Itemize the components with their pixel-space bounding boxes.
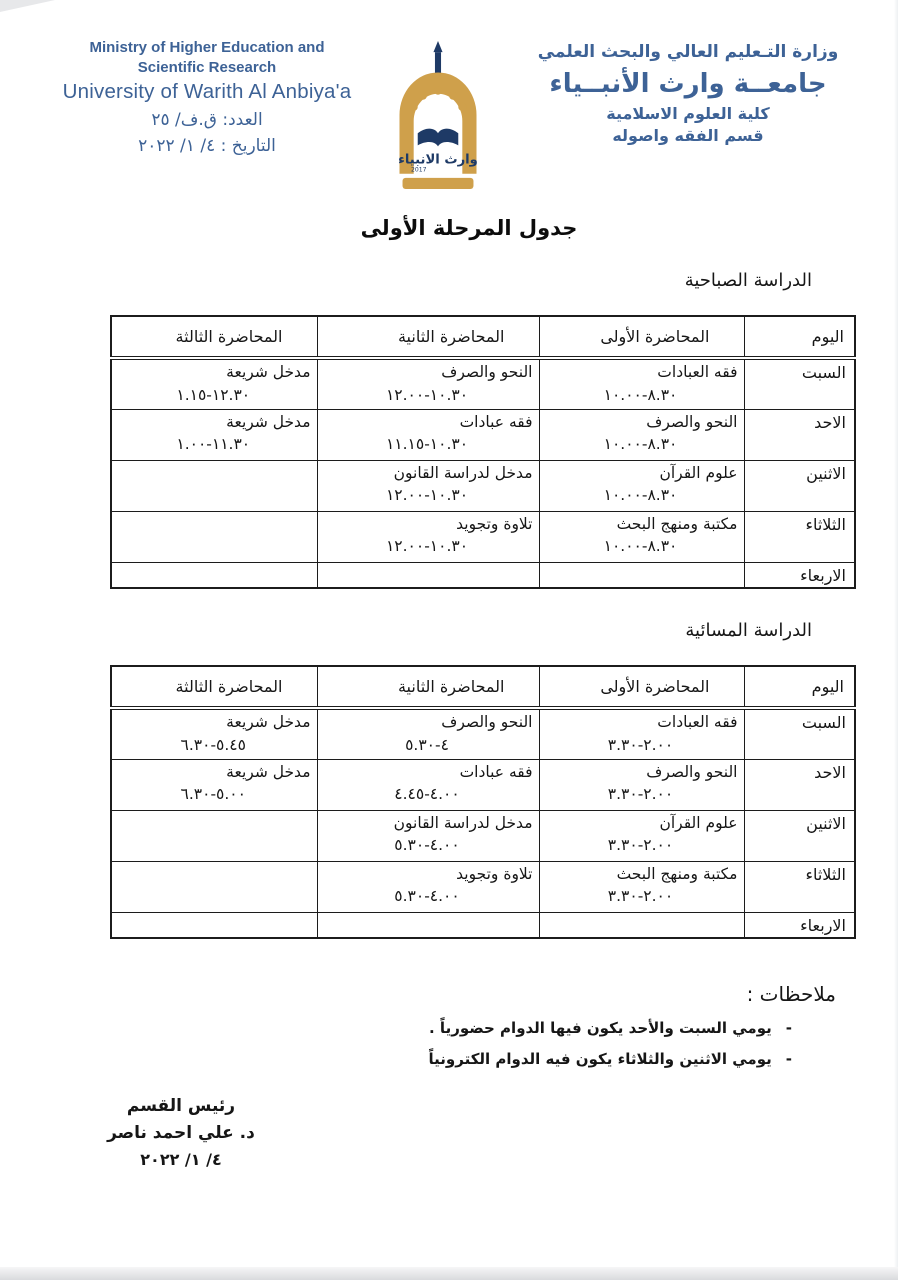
table-row — [111, 358, 855, 409]
column-header: المحاضرة الثالثة — [111, 316, 317, 358]
signature-date: ٤/ ١/ ٢٠٢٢ — [140, 1150, 222, 1169]
photo-bottom-shadow — [0, 1267, 898, 1280]
day-cell: الثلاثاء — [744, 511, 855, 562]
lecture-time: ٨.٣٠-١٠.٠٠ — [603, 486, 678, 505]
ministry-line-2: Scientific Research — [137, 58, 277, 76]
university-logo — [372, 40, 504, 196]
lecture-cell — [111, 912, 317, 938]
subject-name: علوم القرآن — [659, 463, 738, 482]
evening-schedule-table — [110, 665, 856, 939]
university-logo-icon — [372, 40, 504, 192]
day-cell: الثلاثاء — [744, 861, 855, 912]
lecture-time: ٤-٥.٣٠ — [405, 735, 449, 754]
subject-name: فقه عبادات — [459, 412, 533, 431]
column-header: المحاضرة الثالثة — [111, 666, 317, 708]
lecture-cell — [539, 861, 744, 912]
lecture-time: ١٠.٣٠-١٢.٠٠ — [385, 537, 469, 556]
lecture-cell — [317, 409, 539, 460]
lecture-cell — [539, 708, 744, 759]
subject-name: النحو والصرف — [646, 762, 738, 781]
lecture-cell — [111, 409, 317, 460]
table-row — [111, 861, 855, 912]
lecture-time: ١٠.٣٠-١٢.٠٠ — [385, 385, 469, 404]
lecture-time: ٤.٠٠-٥.٣٠ — [394, 836, 460, 855]
letterhead-arabic-block — [518, 38, 858, 145]
dash-bullet-icon: - — [785, 1050, 792, 1068]
table-row — [111, 912, 855, 938]
university-name-arabic: جامعــة وارث الأنبــياء — [549, 69, 827, 99]
lecture-cell — [111, 708, 317, 759]
note-item — [136, 1050, 792, 1068]
lecture-cell — [111, 861, 317, 912]
lecture-cell — [317, 861, 539, 912]
subject-name: فقه عبادات — [459, 762, 533, 781]
day-cell: الاحد — [744, 759, 855, 810]
subject-name: فقه العبادات — [657, 713, 738, 731]
day-cell: السبت — [744, 358, 855, 409]
issue-number: العدد: ق.ف/ ٢٥ — [151, 110, 263, 130]
lecture-time: ٨.٣٠-١٠.٠٠ — [603, 435, 678, 454]
logo-book-icon — [418, 129, 459, 147]
lecture-cell — [111, 460, 317, 511]
table-row — [111, 708, 855, 759]
lecture-time: ١٠.٣٠-١٢.٠٠ — [385, 486, 469, 505]
ministry-name-english — [52, 38, 362, 77]
lecture-cell — [317, 511, 539, 562]
photo-corner-shadow — [0, 0, 55, 12]
notes-heading: ملاحظات : — [746, 982, 836, 1006]
lecture-cell — [317, 912, 539, 938]
morning-schedule-table — [110, 315, 856, 589]
lecture-time: ٥.٠٠-٦.٣٠ — [180, 785, 246, 804]
lecture-cell — [317, 708, 539, 759]
lecture-cell — [111, 810, 317, 861]
letterhead-english-block — [52, 38, 362, 156]
table-row — [111, 409, 855, 460]
subject-name: مدخل شريعة — [226, 713, 311, 731]
lecture-cell — [111, 511, 317, 562]
lecture-time: ٢.٠٠-٣.٣٠ — [607, 887, 674, 906]
lecture-time: ٢.٠٠-٣.٣٠ — [607, 735, 674, 754]
university-name-english: University of Warith Al Anbiya'a — [62, 80, 352, 103]
lecture-cell — [317, 759, 539, 810]
lecture-cell — [111, 759, 317, 810]
day-cell: الاثنين — [744, 460, 855, 511]
lecture-cell — [317, 562, 539, 588]
morning-section — [112, 270, 856, 589]
lecture-cell — [317, 810, 539, 861]
subject-name: مدخل شريعة — [226, 412, 311, 431]
lecture-time: ٤.٠٠-٥.٣٠ — [394, 887, 460, 906]
lecture-cell — [539, 912, 744, 938]
lecture-cell — [539, 511, 744, 562]
lecture-time: ١٢.٣٠-١.١٥ — [176, 385, 251, 404]
note-text: يومي السبت والأحد يكون فيها الدوام حضورياً . — [429, 1019, 772, 1037]
lecture-cell — [539, 759, 744, 810]
lecture-time: ٨.٣٠-١٠.٠٠ — [603, 385, 678, 404]
evening-section — [112, 620, 856, 939]
note-text: يومي الاثنين والثلاثاء يكون فيه الدوام الكترونياً — [428, 1050, 772, 1068]
lecture-cell — [111, 358, 317, 409]
subject-name: مدخل لدراسة القانون — [393, 463, 533, 482]
dash-bullet-icon: - — [785, 1019, 792, 1037]
table-row — [111, 460, 855, 511]
signature-block — [92, 1096, 270, 1169]
lecture-time: ١١.٣٠-١.٠٠ — [176, 435, 251, 454]
signer-name: د. علي احمد ناصر — [107, 1123, 255, 1143]
logo-year: 2017 — [411, 166, 427, 174]
subject-name: مكتبة ومنهج البحث — [616, 864, 738, 883]
logo-calligraphy: وارث الانبياء — [398, 152, 478, 168]
lecture-time: ٢.٠٠-٣.٣٠ — [607, 785, 674, 804]
lecture-time: ١٠.٣٠-١١.١٥ — [385, 435, 469, 454]
subject-name: فقه العبادات — [657, 363, 738, 381]
day-cell: السبت — [744, 708, 855, 759]
subject-name: تلاوة وتجويد — [456, 514, 533, 533]
day-cell: الاحد — [744, 409, 855, 460]
subject-name: تلاوة وتجويد — [456, 864, 533, 883]
department-name-arabic: قسم الفقه واصوله — [612, 126, 764, 145]
lecture-cell — [111, 562, 317, 588]
subject-name: النحو والصرف — [441, 363, 533, 381]
issue-date: التاريخ : ٤/ ١/ ٢٠٢٢ — [138, 136, 276, 156]
column-header: المحاضرة الثانية — [317, 316, 539, 358]
lecture-time: ٢.٠٠-٣.٣٠ — [607, 836, 674, 855]
lecture-time: ٨.٣٠-١٠.٠٠ — [603, 537, 678, 556]
morning-section-heading: الدراسة الصباحية — [684, 270, 812, 291]
photo-right-shadow — [894, 0, 898, 1280]
signer-title: رئيس القسم — [126, 1096, 236, 1116]
lecture-cell — [539, 358, 744, 409]
lecture-cell — [539, 409, 744, 460]
column-header: المحاضرة الأولى — [539, 666, 744, 708]
letterhead — [52, 38, 858, 196]
column-header: اليوم — [744, 666, 855, 708]
note-item — [136, 1019, 792, 1037]
ministry-line-1: Ministry of Higher Education and — [89, 39, 325, 56]
lecture-cell — [317, 358, 539, 409]
ministry-name-arabic: وزارة التـعليم العالي والبحث العلمي — [537, 42, 839, 62]
column-header: المحاضرة الأولى — [539, 316, 744, 358]
college-name-arabic: كلية العلوم الاسلامية — [606, 104, 770, 123]
subject-name: مكتبة ومنهج البحث — [616, 514, 738, 533]
table-row — [111, 562, 855, 588]
column-header: المحاضرة الثانية — [317, 666, 539, 708]
subject-name: مدخل لدراسة القانون — [393, 813, 533, 832]
subject-name: مدخل شريعة — [226, 363, 311, 381]
page-title: جدول المرحلة الأولى — [360, 216, 578, 240]
day-cell: الاثنين — [744, 810, 855, 861]
day-cell: الاربعاء — [744, 912, 855, 938]
lecture-time: ٥.٤٥-٦.٣٠ — [180, 735, 246, 754]
day-cell: الاربعاء — [744, 562, 855, 588]
notes-block — [136, 982, 836, 1068]
table-row — [111, 511, 855, 562]
subject-name: مدخل شريعة — [226, 762, 311, 781]
subject-name: النحو والصرف — [646, 412, 738, 431]
table-row — [111, 810, 855, 861]
subject-name: النحو والصرف — [441, 713, 533, 731]
logo-minaret-icon — [433, 41, 442, 76]
evening-section-heading: الدراسة المسائية — [685, 620, 812, 641]
lecture-cell — [539, 810, 744, 861]
lecture-cell — [539, 460, 744, 511]
table-row — [111, 759, 855, 810]
lecture-cell — [317, 460, 539, 511]
column-header: اليوم — [744, 316, 855, 358]
logo-banner-icon — [403, 178, 474, 189]
lecture-time: ٤.٠٠-٤.٤٥ — [394, 785, 460, 804]
lecture-cell — [539, 562, 744, 588]
subject-name: علوم القرآن — [659, 813, 738, 832]
